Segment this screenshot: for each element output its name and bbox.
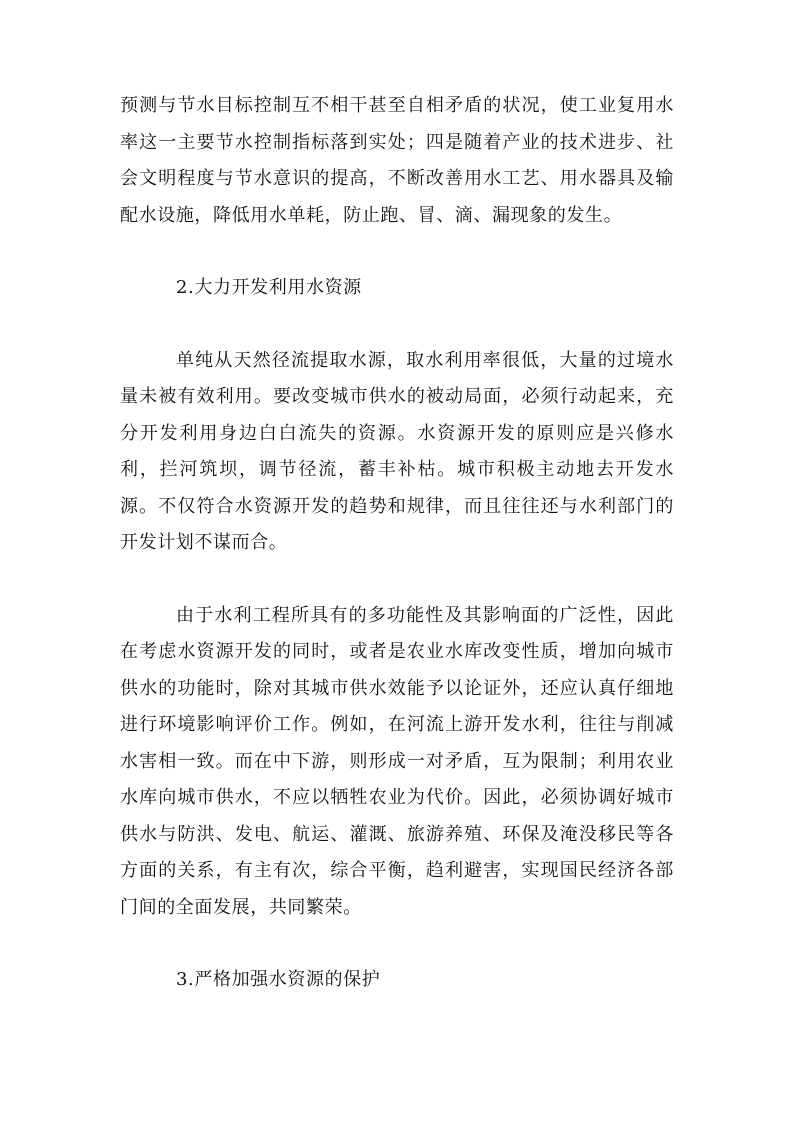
paragraph-continuation: 预测与节水目标控制互不相干甚至自相矛盾的状况，使工业复用水率这一主要节水控制指标落到实处；四是随着产业的技术进步、社会文明程度与节水意识的提高，不断改善用水工艺、用水器具及输配水设施，降低用水单耗，防止跑、冒、滴、漏现象的发生。 [120,95,674,226]
paragraph-environmental-impact: 由于水利工程所具有的多功能性及其影响面的广泛性，因此在考虑水资源开发的同时，或者是农业水库改变性质，增加向城市供水的功能时，除对其城市供水效能予以论证外，还应认真仔细地进行环境影响评价工作。例如，在河流上游开发水利，往往与削减水害相一致。而在中下游，则形成一对矛盾，互为限制；利用农业水库向城市供水，不应以牺牲农业为代价。因此，必须协调好城市供水与防洪、发电、航运、灌溉、旅游养殖、环保及淹没移民等各方面的关系，有主有次，综合平衡，趋利避害，实现国民经济各部门间的全面发展，共同繁荣。 [120,604,674,918]
paragraph-water-development: 单纯从天然径流提取水源，取水利用率很低，大量的过境水量未被有效利用。要改变城市供水的被动局面，必须行动起来，充分开发利用身边白白流失的资源。水资源开发的原则应是兴修水利，拦河筑坝，调节径流，蓄丰补枯。城市积极主动地去开发水源。不仅符合水资源开发的趋势和规律，而且往往还与水利部门的开发计划不谋而合。 [120,349,674,553]
spacer [120,926,674,962]
spacer [120,307,674,343]
section-heading-3: 3.严格加强水资源的保护 [176,969,381,990]
spacer [120,234,674,270]
section-heading-2: 2.大力开发利用水资源 [176,277,362,298]
spacer [120,562,674,598]
document-page [120,88,674,999]
